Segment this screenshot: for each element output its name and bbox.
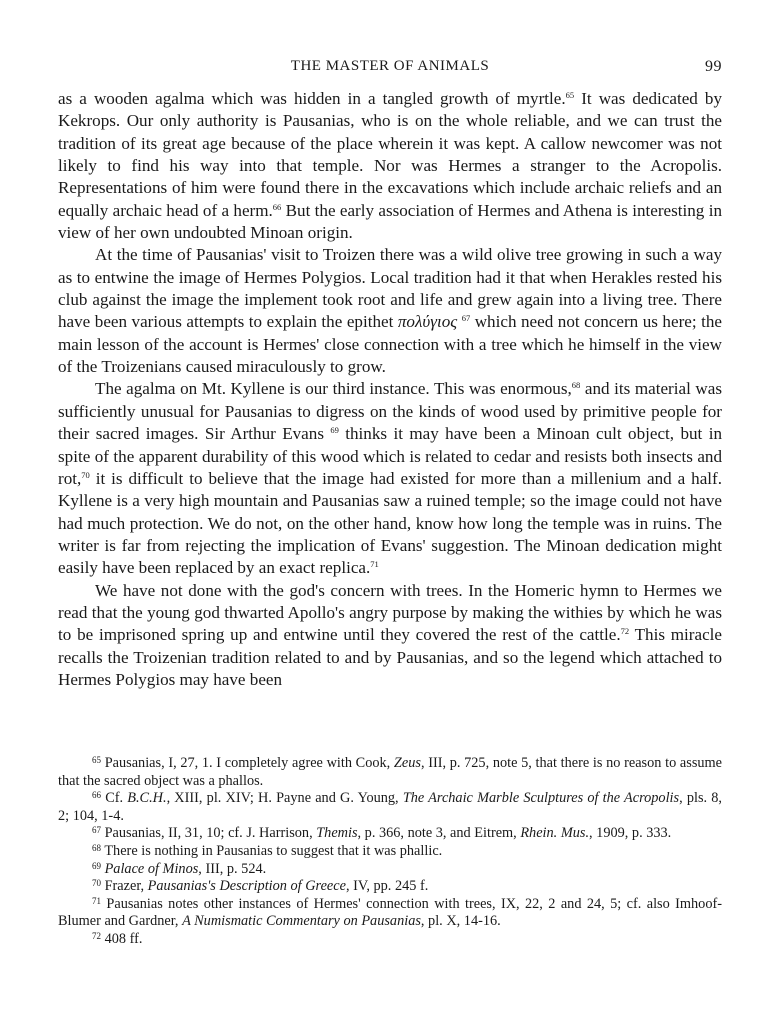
footnote-67 — [58, 825, 722, 843]
title-italic: Palace of Minos — [104, 860, 199, 877]
text-run: It was dedicated by Kekrops. Our only authority is Pausanias, who is on the whole reliable, and we can trust the tradition of its great age because of the place wherein it was kept. A callow newcomer was not likely to find his way into that temple. Nor was Hermes a stranger to the Acropolis. Representations of him were found there in the excavations which include archaic reliefs and an equally archaic head of a herm. — [58, 89, 723, 220]
footnote-number: 69 — [92, 860, 101, 871]
paragraph-3 — [58, 378, 722, 579]
text-run: 408 ff. — [104, 930, 143, 947]
footnote-number: 68 — [92, 842, 101, 853]
footnote-number: 71 — [92, 895, 101, 906]
text-run: At the time of Pausanias' visit to Troizen there was a wild olive tree growing in such a way as to entwine the image of Hermes Polygios. Local tradition had it that when Herakles rested his club against the image the implement took root and life and grew again into a living tree. There have been various attempts to explain the epithet — [58, 245, 722, 332]
text-run: Frazer, — [104, 878, 148, 895]
body-text — [58, 88, 722, 691]
footnote-ref-68[interactable]: 68 — [571, 380, 581, 391]
running-title: THE MASTER OF ANIMALS — [290, 58, 490, 74]
footnote-number: 65 — [92, 755, 101, 765]
footnote-66 — [58, 790, 722, 825]
text-run: Pausanias notes other instances of Hermes' connection with trees, IX, 22, 2 and 24, 5; cf. also Imhoof-Blumer and Gardner, — [58, 895, 722, 930]
paragraph-2 — [58, 244, 722, 378]
text-run: , III, p. 524. — [198, 860, 267, 877]
text-run: There is nothing in Pausanias to suggest that it was phallic. — [104, 842, 443, 859]
paragraph-1 — [58, 88, 722, 244]
footnote-ref-71[interactable]: 71 — [370, 559, 379, 570]
footnote-69 — [58, 861, 722, 879]
footnote-ref-72[interactable]: 72 — [620, 626, 630, 637]
running-head — [58, 58, 722, 78]
footnote-70 — [58, 878, 722, 896]
text-run: , IV, pp. 245 f. — [345, 878, 429, 895]
text-run: , XIII, pl. XIV; H. Payne and G. Young, — [166, 790, 403, 807]
footnotes — [58, 755, 722, 949]
title-italic: The Archaic Marble Sculptures of the Acropolis — [402, 790, 680, 807]
footnote-number: 66 — [92, 790, 101, 801]
text-run: The agalma on Mt. Kyllene is our third instance. This was enormous, — [95, 379, 572, 399]
text-run: This miracle recalls the Troizenian tradition related to and by Pausanias, and so the legend which attached to Hermes Polygios may have been — [58, 625, 722, 689]
title-italic: Zeus — [393, 755, 421, 771]
text-run: as a wooden agalma which was hidden in a tangled growth of myrtle. — [58, 89, 566, 108]
text-run: , p. 366, note 3, and Eitrem, — [357, 825, 521, 842]
title-italic: Themis — [316, 825, 358, 842]
title-italic: A Numismatic Commentary on Pausanias — [182, 913, 421, 930]
text-run: and its material was sufficiently unusual for Pausanias to digress on the kinds of wood used by primitive people for their sacred images. Sir Arthur Evans — [58, 379, 722, 444]
title-italic: B.C.H. — [127, 790, 167, 807]
footnote-72 — [58, 931, 722, 949]
footnote-ref-65[interactable]: 65 — [565, 90, 575, 100]
footnote-68 — [58, 843, 722, 861]
title-italic: Rhein. Mus. — [520, 825, 590, 842]
title-italic: Pausanias's Description of Greece — [147, 878, 346, 895]
footnote-ref-69[interactable]: 69 — [330, 425, 339, 436]
paragraph-4 — [58, 580, 722, 692]
text-run: , pls. 8, 2; 104, 1-4. — [58, 790, 722, 824]
greek-epithet: πολύγιος — [397, 312, 458, 332]
page-number: 99 — [705, 58, 722, 75]
text-run: which need not concern us here; the main lesson of the account is Hermes' close connection with a tree which he himself in the view of the Troizenians caused miraculously to grow. — [58, 312, 722, 377]
footnote-ref-70[interactable]: 70 — [81, 469, 90, 480]
footnote-number: 67 — [92, 825, 101, 836]
footnote-65 — [58, 755, 722, 790]
footnote-ref-67[interactable]: 67 — [461, 313, 471, 324]
text-run: Pausanias, II, 31, 10; cf. J. Harrison, — [104, 825, 317, 842]
footnote-71 — [58, 896, 722, 931]
footnote-number: 72 — [92, 930, 101, 941]
text-run: , pl. X, 14-16. — [420, 913, 501, 930]
text-run: , III, p. 725, note 5, that there is no reason to assume that the sacred object was a phallos. — [58, 755, 722, 789]
text-run: Pausanias, I, 27, 1. I completely agree with Cook, — [104, 755, 394, 771]
text-run: , 1909, p. 333. — [589, 825, 672, 842]
text-run: thinks it may have been a Minoan cult object, but in spite of the apparent durability of this wood which is related to cedar and resists both insects and rot, — [58, 424, 722, 488]
footnote-ref-66[interactable]: 66 — [272, 201, 282, 212]
text-run: We have not done with the god's concern with trees. In the Homeric hymn to Hermes we read that the young god thwarted Apollo's angry purpose by making the withies by which he was to be imprisoned spring up and entwine until they covered the rest of the cattle. — [58, 580, 722, 645]
text-run: But the early association of Hermes and Athena is interesting in view of her own undoubted Minoan origin. — [58, 200, 722, 243]
text-run: Cf. — [105, 790, 128, 807]
text-run: it is difficult to believe that the image had existed for more than a millenium and a half. Kyllene is a very high mountain and Pausanias saw a ruined temple; so the image could not have had much protection. We do not, on the other hand, know how long the temple was in ruins. The writer is far from rejecting the implication of Evans' suggestion. The Minoan dedication might easily have been replaced by an exact replica. — [58, 468, 722, 578]
footnote-number: 70 — [92, 878, 101, 889]
